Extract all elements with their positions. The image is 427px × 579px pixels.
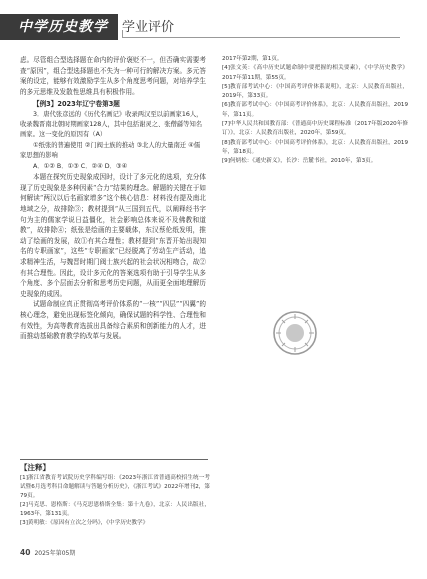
reference-item: [5]教育部考试中心：《中国高考评价体系说明》，北京：人民教育出版社，2019年，第33页。	[222, 83, 408, 100]
header-rule	[122, 37, 400, 38]
notes-title: 【注释】	[20, 463, 50, 472]
page-footer	[20, 548, 75, 557]
question-options: A．①② B．①③ C．②④ D．③④	[33, 162, 128, 170]
section-title: 学业评价	[122, 20, 175, 35]
issue-label: 2025年第05期	[34, 550, 76, 557]
example-label: 【例3】2023年辽宁卷第3题	[33, 100, 120, 109]
paragraph-intro: 虑。尽管组合型选择题在命内的评价褒贬不一，但否确实需要考查“原因”，组合型选择题也不失为一种可行的解决方案。多元答案的设定，能够有效激励学生从多个角度思考问题，对培养学生的多元思维及发散性思维具有积极作用。	[20, 56, 206, 96]
reference-item: 2017年第2期，第1页。	[222, 56, 283, 62]
notes-divider	[20, 459, 208, 460]
note-item: [1]浙江省教育考试院历史学科编写组：《2023年浙江省普通高校招生统一考试暨6月选考科目命题解读与答题分析历史》，《浙江考试》2022年增刊2，第79页。	[20, 475, 210, 499]
left-column	[20, 55, 206, 342]
paragraph-analysis: 本题在探究历史现象成因时，设计了多元化的选项，充分体现了历史现象是多种因素“合力”结果的理念。解题的关键在于如何解读“两汉以后名画家增多”这个核心信息：材料没有提及南北地域之分，故排除③；教材提到“从三国到五代，以阐释经书字句为主的儒家学说日益僵化，社会影响总体来说不及佛教和道教”，故排除④；纸张是绘画的主要载体，东汉蔡伦纸发明，推动了绘画的发展，故①有其合理性；教材提到“东晋开始出现知名的专职画家”，这些“专职画家”已经脱离了劳动生产活动，追求精神生活，与魏晋时期门阀士族兴起的社会状况相吻合，故②有其合理性。因此，设计多元化的答案选项有助于引导学生从多个角度、多个层面去分析和思考历史问题，从而更全面地理解历史现象的成因。	[20, 173, 206, 298]
page-number: 40	[20, 548, 31, 557]
notes-list	[20, 474, 210, 527]
reference-item: [4]张文英：《高中历史试题命制中要把握的相关要素》，《中学历史教学》2017年第11期，第55页。	[222, 65, 408, 81]
reference-item: [7]中华人民共和国教育部：《普通高中历史课程标准（2017年版2020年修订）》，北京：人民教育出版社，2020年，第59页。	[222, 121, 408, 137]
note-item: [2]马克思、恩格斯：《马克思恩格斯全集：第十九卷》，北京：人民出版社，1963年，第131页。	[20, 501, 210, 517]
page-header	[0, 0, 427, 44]
journal-brand: 中学历史教学	[0, 14, 118, 40]
question-stem: 3．唐代张彦远的《历代名画记》收录两汉至以前画家16人，收录魏晋南北朝时期画家128人，其中包括谢灵之、张僧繇等知名画家。这一变化的原因有（A）	[20, 110, 203, 139]
reference-item: [9]何炳松：《通史新义》，长沙：岳麓书社，2010年，第3页。	[222, 158, 377, 165]
note-item: [3]黄明敏：《原因有立次之分吗》，《中学历史教学》	[20, 519, 149, 526]
question-items: ①纸张的普遍使用 ②门阀士族的推动 ③北人的大量南迁 ④儒家思想的影响	[20, 141, 201, 159]
right-column-references	[222, 55, 408, 167]
paragraph-conclusion: 试题命制应真正贯彻高考评价体系的“一核”“四层”“四翼”的核心理念，避免出现标签化倾向，确保试题的科学性、合理性和有效性，为高等教育选拔出具备综合素质和创新能力的人才，进而推动基础教育教学的改革与发展。	[20, 300, 206, 341]
reference-item: [6]教育部考试中心：《中国高考评价体系》，北京：人民教育出版社，2019年，第11页。	[222, 102, 408, 118]
decorative-seal-icon	[272, 310, 318, 356]
reference-item: [8]教育部考试中心：《中国高考评价体系》，北京：人民教育出版社，2019年，第18页。	[222, 139, 408, 155]
